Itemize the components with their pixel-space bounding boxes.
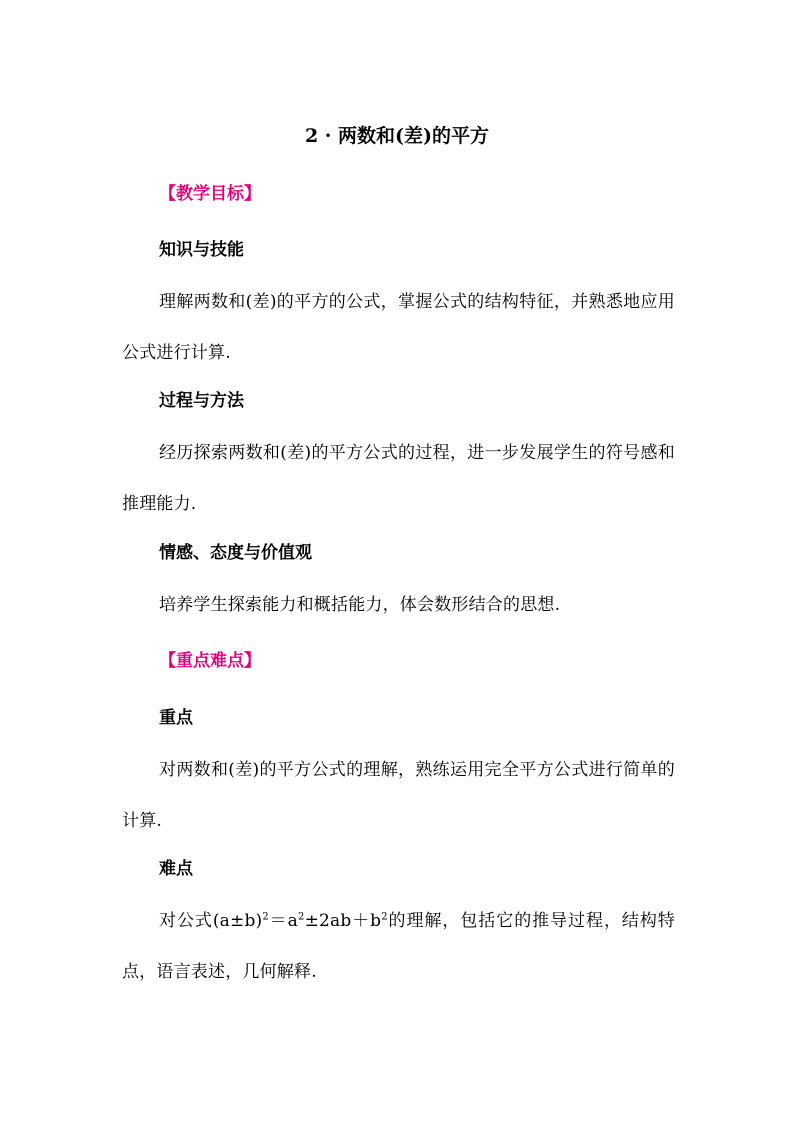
paragraph-process-methods: 经历探索两数和(差)的平方公式的过程，进一步发展学生的符号感和推理能力. [122,443,675,514]
formula-text-post: 的理解，包括它的推导过程，结构特点，语言表述，几何解释. [122,911,675,982]
paragraph-knowledge-skills: 理解两数和(差)的平方的公式，掌握公式的结构特征，并熟悉地应用公式进行计算. [122,292,675,363]
subheading-difficult-point: 难点 [159,859,193,879]
formula-text-pre: 对公式(a±b) [159,911,263,931]
subheading-process-methods: 过程与方法 [159,391,244,411]
paragraph-key-point: 对两数和(差)的平方公式的理解，熟练运用完全平方公式进行简单的计算. [122,760,675,831]
section-heading-teaching-goals: 【教学目标】 [159,184,261,204]
formula-exponent-1: 2 [262,911,269,923]
formula-exponent-3: 2 [381,911,388,923]
section-heading-key-difficult-points: 【重点难点】 [159,651,261,671]
formula-text-mid-2: ±2ab＋b [304,911,382,931]
formula-exponent-2: 2 [298,911,305,923]
subheading-knowledge-skills: 知识与技能 [159,240,244,260]
paragraph-difficult-point [122,896,675,998]
subheading-emotion-values: 情感、态度与价值观 [159,543,312,563]
subheading-key-point: 重点 [159,708,193,728]
formula-text-mid-1: ＝a [268,911,298,931]
document-title: 2 · 两数和(差)的平方 [304,125,490,147]
paragraph-emotion-values: 培养学生探索能力和概括能力，体会数形结合的思想. [159,595,561,615]
